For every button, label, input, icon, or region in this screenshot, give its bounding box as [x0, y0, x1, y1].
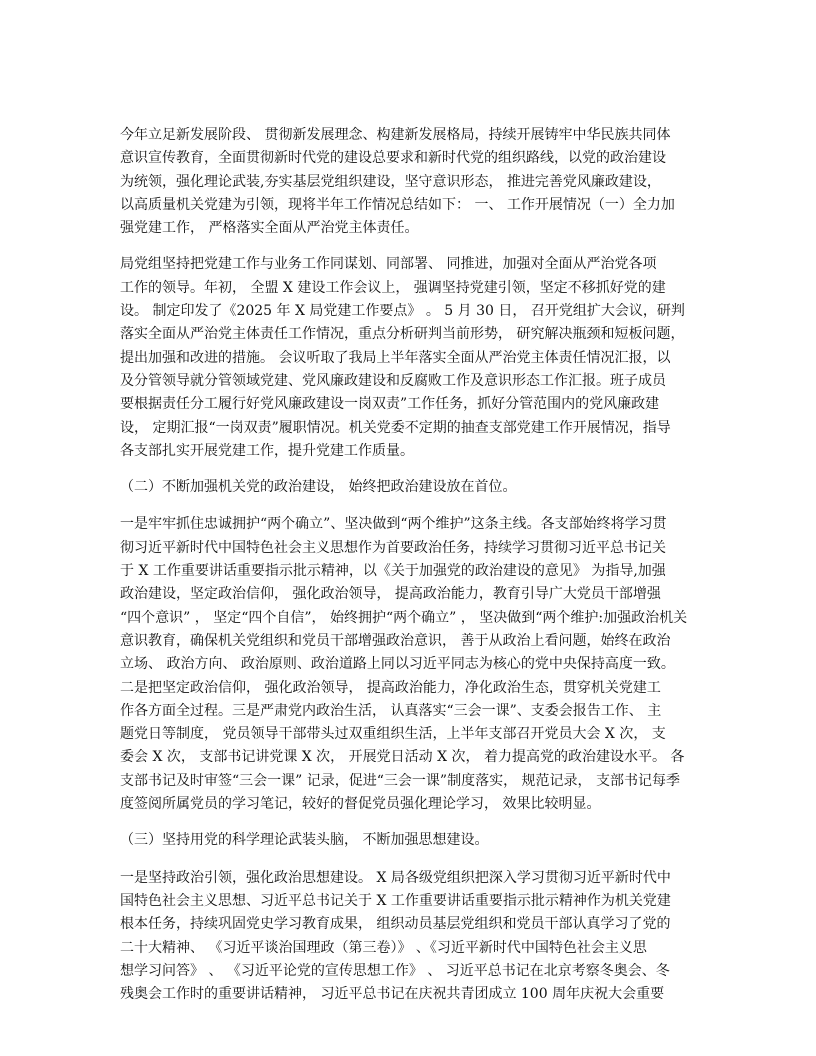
text-line: 委会 X 次， 支部书记讲党课 X 次， 开展党日活动 X 次， 着力提高党的政治建设水平。 各: [120, 749, 685, 766]
text-line: 提出加强和改进的措施。 会议听取了我局上半年落实全面从严治党主体责任情况汇报，以: [120, 349, 671, 366]
text-line: 题党日等制度， 党员领导干部带头过双重组织生活，上半年支部召开党员大会 X 次， 支: [120, 726, 666, 743]
text-line: “四个意识” ， 坚定“四个自信”， 始终拥护“两个确立” ， 坚决做到“两个维护:加强政治机关: [120, 609, 688, 626]
text-line: 工作的领导。年初， 全盟 X 建设工作会议上， 强调坚持党建引领，坚定不移抓好党的建: [120, 279, 666, 296]
text-line: 落实全面从严治党主体责任工作情况，重点分析研判当前形势， 研究解决瓶颈和短板问题，: [120, 326, 685, 343]
text-line: 今年立足新发展阶段、 贯彻新发展理念、构建新发展格局，持续开展铸牢中华民族共同体: [120, 127, 671, 143]
text-line: 意识宣传教育，全面贯彻新时代党的建设总要求和新时代党的组织路线，以党的政治建设: [120, 150, 666, 167]
text-line: 意识教育，确保机关党组织和党员干部增强政治意识， 善于从政治上看问题，始终在政治: [120, 632, 671, 649]
paragraph-political-building: [120, 513, 702, 816]
text-line: 二是把坚定政治信仰， 强化政治领导， 提高政治能力，净化政治生态，贯穿机关党建工: [120, 679, 661, 696]
text-line: 想学习问答》 、 《习近平论党的宣传思想工作》 、 习近平总书记在北京考察冬奥会、冬: [120, 962, 670, 979]
text-line: 一是坚持政治引领，强化政治思想建设。 X 局各级党组织把深入学习贯彻习近平新时代中: [120, 869, 671, 886]
text-line: 支部书记及时审签“三会一课” 记录，促进“三会一课”制度落实， 规范记录， 支部书记每季: [120, 772, 680, 789]
paragraph-ideological-building: [120, 867, 702, 1007]
text-line: 彻习近平新时代中国特色社会主义思想作为首要政治任务，持续学习贯彻习近平总书记关: [120, 539, 666, 556]
text-line: 国特色社会主义思想、习近平总书记关于 X 工作重要讲话重要指示批示精神作为机关党建: [120, 892, 671, 909]
text-line: 作各方面全过程。三是严肃党内政治生活， 认真落实“三会一课”、支委会报告工作、 主: [120, 702, 662, 719]
text-line: 二十大精神、 《习近平谈治国理政（第三卷）》 、《习近平新时代中国特色社会主义思: [120, 939, 647, 956]
paragraph-intro: [120, 124, 702, 240]
text-line: 政治建设，坚定政治信仰， 强化政治领导， 提高政治能力，教育引导广大党员干部增强: [120, 586, 661, 603]
text-line: 局党组坚持把党建工作与业务工作同谋划、同部署、 同推进，加强对全面从严治党各项: [120, 256, 657, 273]
section-heading-3: [120, 829, 702, 852]
text-line: 根本任务，持续巩固党史学习教育成果， 组织动员基层党组织和党员干部认真学习了党的: [120, 916, 671, 933]
paragraph-party-building: [120, 253, 702, 463]
text-line: 强党建工作， 严格落实全面从严治党主体责任。: [120, 220, 419, 237]
text-line: 设。 制定印发了《2025 年 X 局党建工作要点》 。 5 月 30 日， 召开党组扩大会议，研判: [120, 303, 685, 320]
text-line: 设， 定期汇报“一岗双责”履职情况。机关党委不定期的抽查支部党建工作开展情况，指导: [120, 419, 671, 436]
text-line: 残奥会工作时的重要讲话精神， 习近平总书记在庆祝共青团成立 100 周年庆祝大会重要: [120, 986, 665, 1003]
text-line: 于 X 工作重要讲话重要指示批示精神，以《关于加强党的政治建设的意见》 为指导,加强: [120, 563, 666, 580]
text-line: 以高质量机关党建为引领，现将半年工作情况总结如下： 一、 工作开展情况（一）全力加: [120, 196, 675, 213]
text-line: 各支部扎实开展党建工作，提升党建工作质量。: [120, 442, 414, 459]
text-line: 立场、 政治方向、 政治原则、政治道路上同以习近平同志为核心的党中央保持高度一致。: [120, 656, 675, 673]
heading-text: （二）不断加强机关党的政治建设， 始终把政治建设放在首位。: [120, 479, 517, 496]
heading-text: （三）坚持用党的科学理论武装头脑， 不断加强思想建设。: [120, 832, 489, 849]
document-page: [120, 124, 702, 1019]
text-line: 为统领，强化理论武装,夯实基层党组织建设，坚守意识形态， 推进完善党风廉政建设，: [120, 173, 661, 190]
section-heading-2: [120, 476, 702, 499]
text-line: 度签阅所属党员的学习笔记，较好的督促党员强化理论学习， 效果比较明显。: [120, 796, 601, 813]
text-line: 一是牢牢抓住忠诚拥护“两个确立”、坚决做到“两个维护”这条主线。各支部始终将学习贯: [120, 516, 667, 533]
text-line: 要根据责任分工履行好党风廉政建设一岗双责”工作任务，抓好分管范围内的党风廉政建: [120, 396, 660, 413]
text-line: 及分管领导就分管领域党建、党风廉政建设和反腐败工作及意识形态工作汇报。班子成员: [120, 372, 666, 389]
